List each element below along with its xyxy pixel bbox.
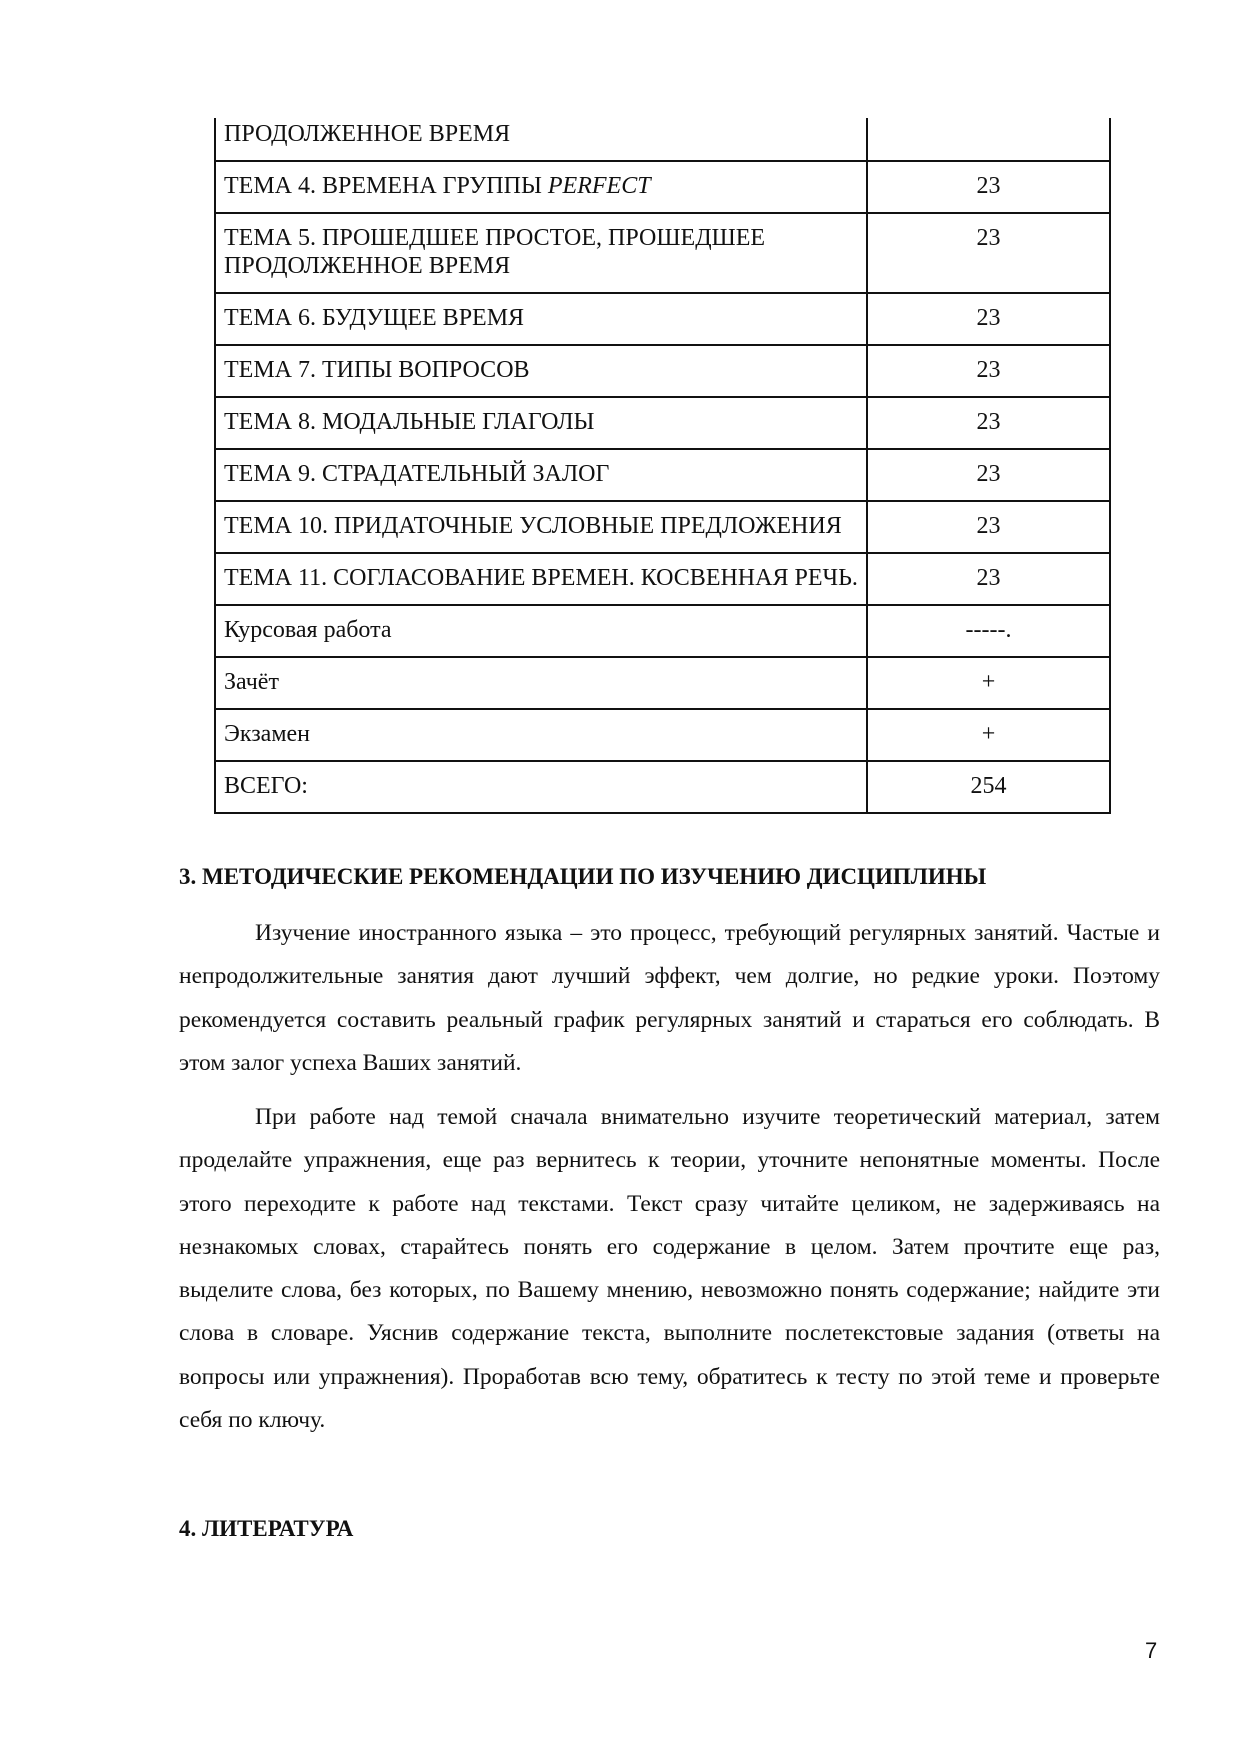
table-row (215, 761, 1110, 813)
hours-cell: 23 (867, 501, 1110, 553)
hours-cell: 23 (867, 293, 1110, 345)
hours-table (214, 118, 1111, 814)
topic-cell (215, 553, 867, 605)
topic-cell (215, 501, 867, 553)
table-row (215, 213, 1110, 293)
topic-text: ТЕМА 5. ПРОШЕДШЕЕ ПРОСТОЕ, ПРОШЕДШЕЕ ПРОДОЛЖЕННОЕ ВРЕМЯ (224, 225, 766, 279)
topic-text: ТЕМА 11. СОГЛАСОВАНИЕ ВРЕМЕН. КОСВЕННАЯ РЕЧЬ. (224, 565, 858, 591)
hours-cell: 23 (867, 213, 1110, 293)
topic-text: Курсовая работа (224, 617, 392, 643)
hours-cell: + (867, 657, 1110, 709)
topic-text: ТЕМА 7. ТИПЫ ВОПРОСОВ (224, 357, 530, 383)
table-row (215, 118, 1110, 161)
topic-cell (215, 397, 867, 449)
topic-cell (215, 293, 867, 345)
page-number: 7 (1145, 1638, 1158, 1663)
hours-cell: 23 (867, 161, 1110, 213)
topic-italic-text: PERFECT (547, 173, 651, 199)
topic-cell (215, 761, 867, 813)
topic-text: ТЕМА 9. СТРАДАТЕЛЬНЫЙ ЗАЛОГ (224, 461, 610, 487)
table-row (215, 553, 1110, 605)
table-row (215, 605, 1110, 657)
table-row (215, 501, 1110, 553)
paragraph-2: При работе над темой сначала внимательно изучите теоретический материал, затем проделайте упражнения, еще раз вернитесь к теории, уточните непонятные моменты. После этого переходите к работе над текстами. Текст сразу читайте целиком, не задерживаясь на незнакомых словах, старайтесь понять его содержание в целом. Затем прочтите еще раз, выделите слова, без которых, по Вашему мнению, невозможно понять содержание; найдите эти слова в словаре. Уяснив содержание текста, выполните послетекстовые задания (ответы на вопросы или упражнения). Проработав всю тему, обратитесь к тесту по этой теме и проверьте себя по ключу. (179, 1104, 1160, 1434)
hours-cell: + (867, 709, 1110, 761)
hours-cell: 254 (867, 761, 1110, 813)
hours-cell: 23 (867, 345, 1110, 397)
topic-text: ВСЕГО: (224, 773, 308, 799)
table-row (215, 293, 1110, 345)
topic-text: Экзамен (224, 721, 311, 747)
topic-cell (215, 213, 867, 293)
hours-cell: -----. (867, 605, 1110, 657)
section-4-heading: 4. ЛИТЕРАТУРА (179, 1516, 354, 1541)
hours-cell (867, 118, 1110, 161)
topic-cell (215, 709, 867, 761)
topic-cell (215, 657, 867, 709)
topic-cell (215, 605, 867, 657)
topic-text: ТЕМА 8. МОДАЛЬНЫЕ ГЛАГОЛЫ (224, 409, 595, 435)
table-row (215, 397, 1110, 449)
hours-cell: 23 (867, 553, 1110, 605)
table-row (215, 449, 1110, 501)
topic-text: ПРОДОЛЖЕННОЕ ВРЕМЯ (224, 121, 511, 147)
paragraph-1: Изучение иностранного языка – это процесс, требующий регулярных занятий. Частые и непродолжительные занятия дают лучший эффект, чем долгие, но редкие уроки. Поэтому рекомендуется составить реальный график регулярных занятий и стараться его соблюдать. В этом залог успеха Ваших занятий. (179, 920, 1160, 1076)
hours-cell: 23 (867, 449, 1110, 501)
hours-cell: 23 (867, 397, 1110, 449)
topic-text: Зачёт (224, 669, 279, 695)
table-row (215, 709, 1110, 761)
topic-text: ТЕМА 6. БУДУЩЕЕ ВРЕМЯ (224, 305, 525, 331)
table-row (215, 161, 1110, 213)
topic-cell (215, 161, 867, 213)
table-row (215, 345, 1110, 397)
section-3-heading: 3. МЕТОДИЧЕСКИЕ РЕКОМЕНДАЦИИ ПО ИЗУЧЕНИЮ ДИСЦИПЛИНЫ (179, 864, 987, 889)
topic-cell (215, 345, 867, 397)
topic-cell (215, 118, 867, 161)
table-row (215, 657, 1110, 709)
topic-text: ТЕМА 10. ПРИДАТОЧНЫЕ УСЛОВНЫЕ ПРЕДЛОЖЕНИЯ (224, 513, 842, 539)
topic-cell (215, 449, 867, 501)
topic-text: ТЕМА 4. ВРЕМЕНА ГРУППЫ (224, 173, 548, 199)
